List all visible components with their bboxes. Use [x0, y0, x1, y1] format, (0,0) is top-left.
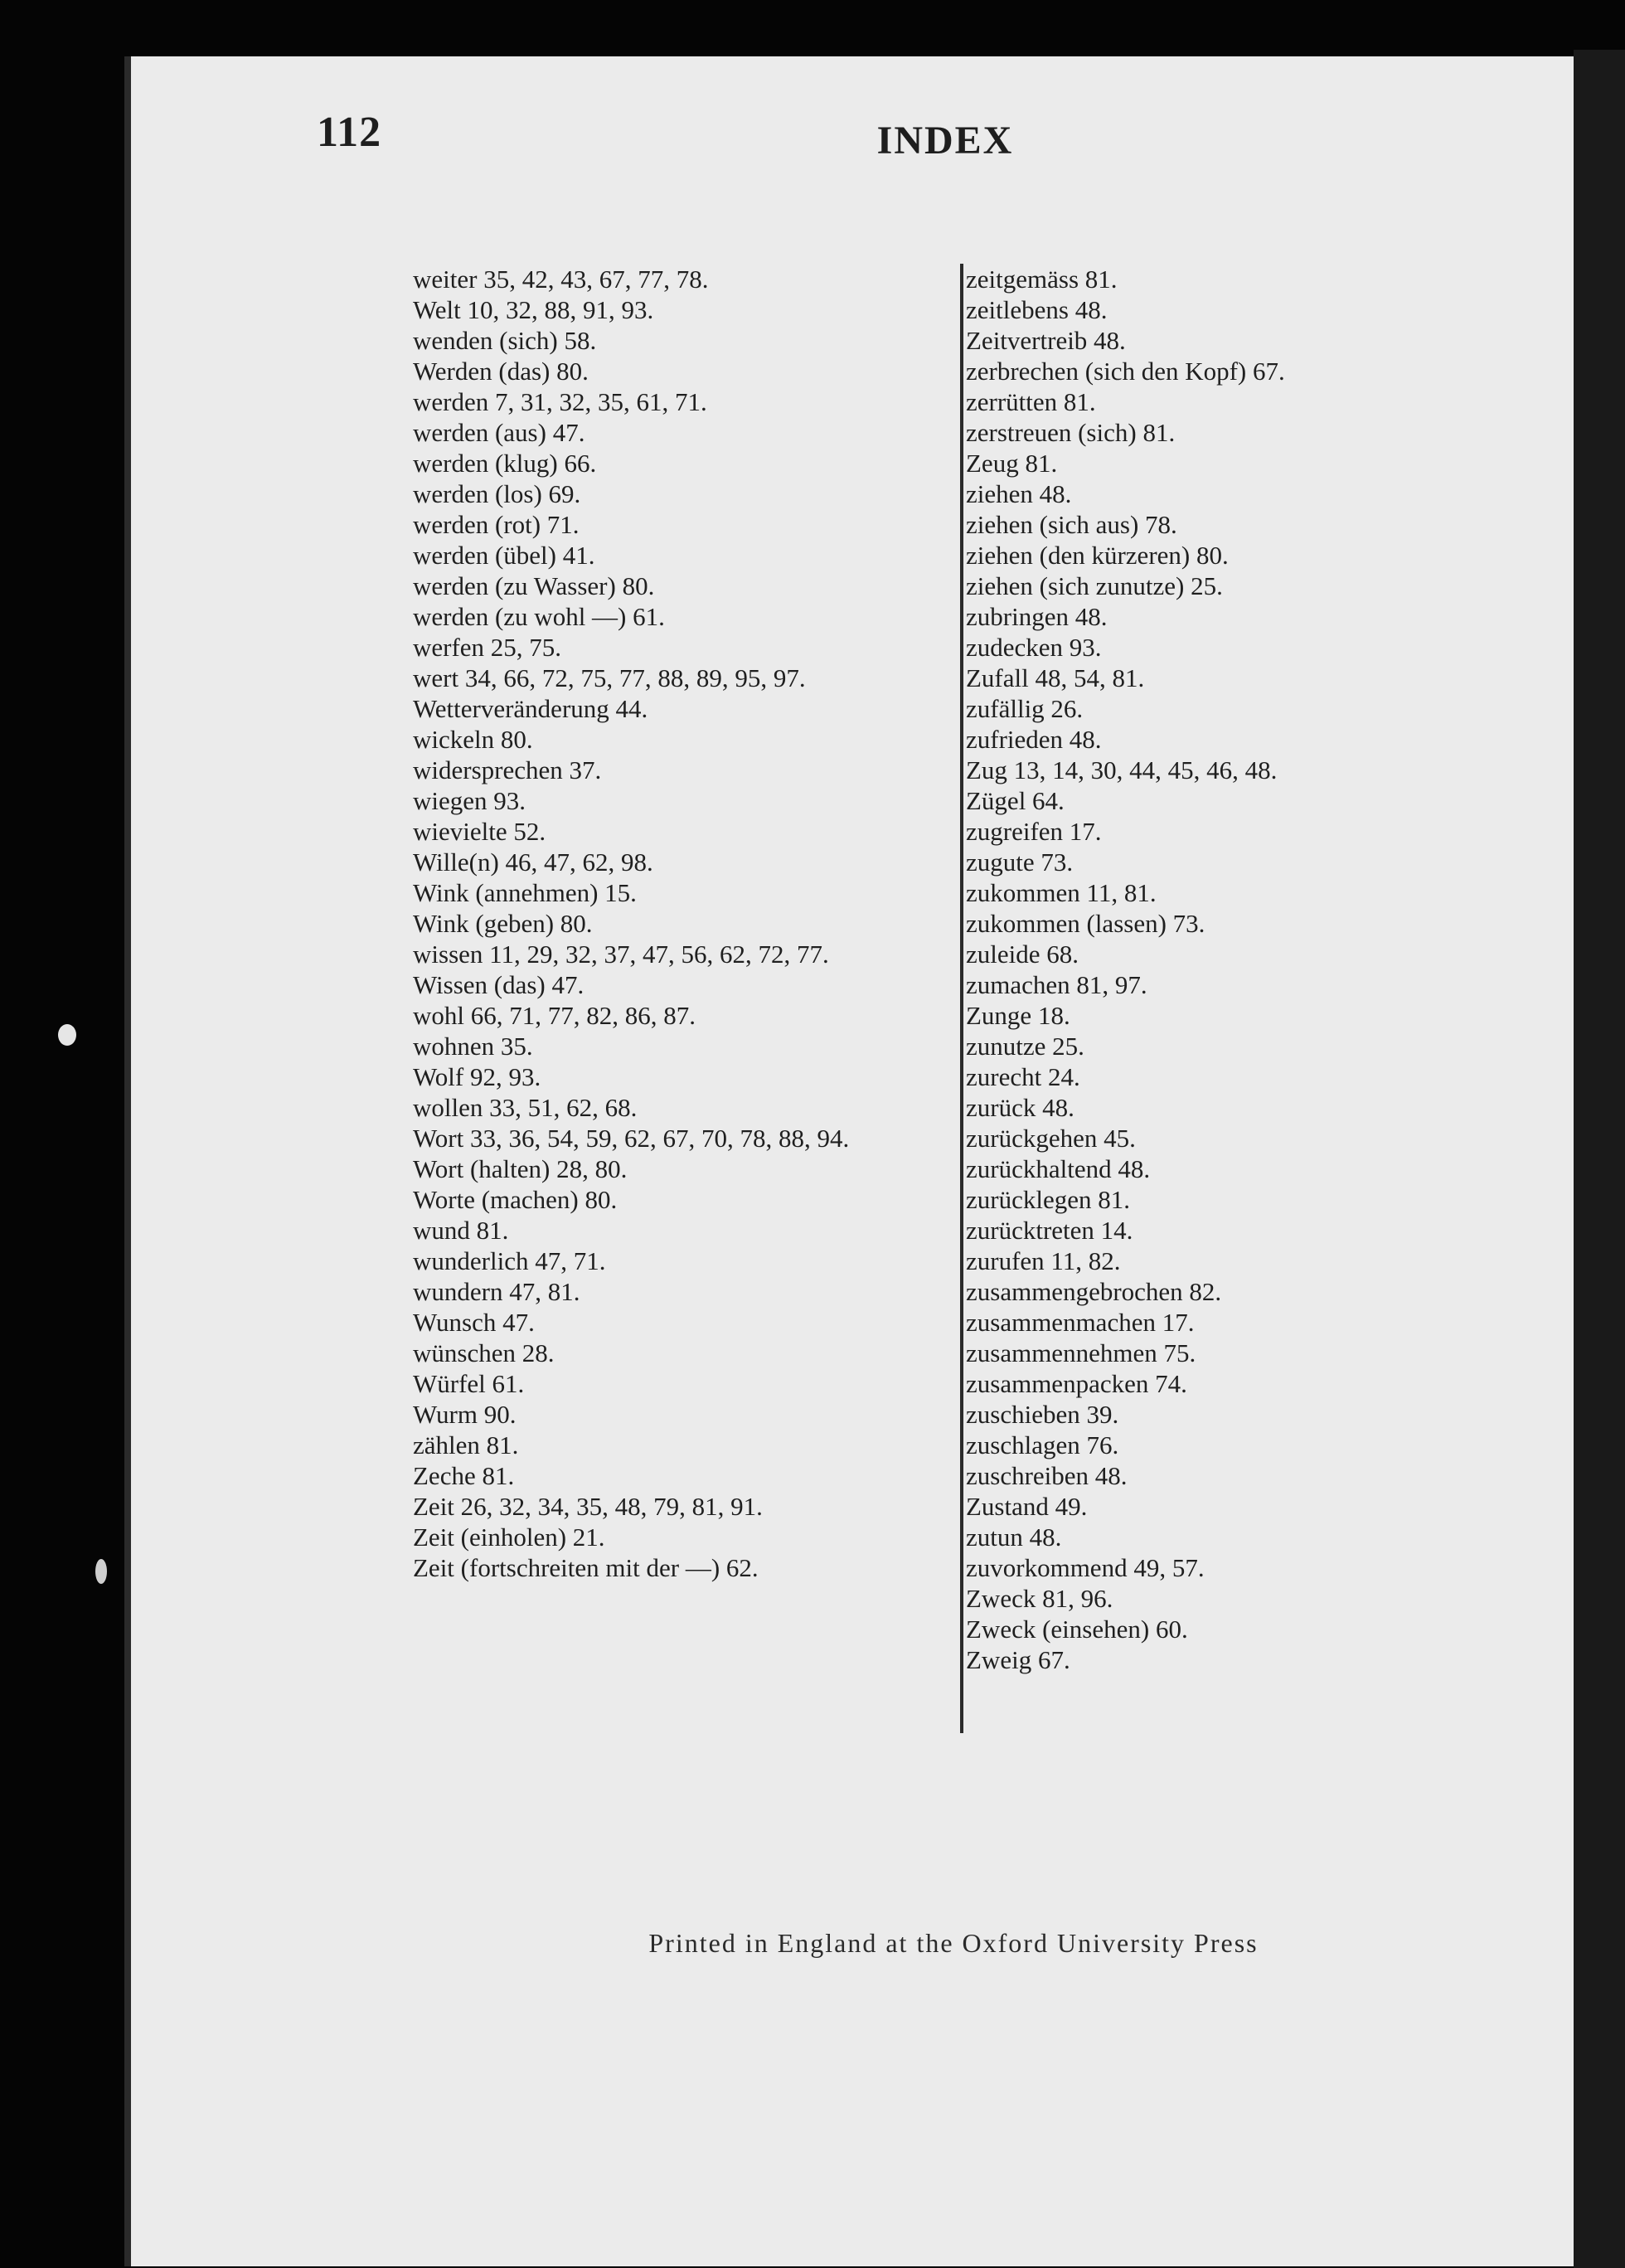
index-entry: zufällig 26.	[966, 694, 1084, 723]
index-entry: widersprechen 37.	[413, 755, 602, 784]
index-entry: Welt 10, 32, 88, 91, 93.	[413, 295, 654, 324]
scan-border	[1574, 50, 1625, 2268]
index-entry: zufrieden 48.	[966, 725, 1102, 754]
index-entry: Werden (das) 80.	[413, 357, 589, 386]
index-entry: zeitgemäss 81.	[966, 265, 1118, 294]
index-entry: zuschieben 39.	[966, 1400, 1119, 1429]
index-entry: zumachen 81, 97.	[966, 970, 1147, 999]
index-column-left	[413, 264, 952, 1583]
index-entry: wünschen 28.	[413, 1338, 555, 1367]
index-entry: zuschlagen 76.	[966, 1430, 1119, 1459]
index-entry: zudecken 93.	[966, 633, 1102, 662]
index-entry: werden (zu wohl —) 61.	[413, 602, 665, 631]
index-entry: Wolf 92, 93.	[413, 1062, 541, 1091]
index-entry: Wort 33, 36, 54, 59, 62, 67, 70, 78, 88, 94.	[413, 1124, 850, 1153]
index-entry: zusammenmachen 17.	[966, 1308, 1195, 1337]
index-entry: Worte (machen) 80.	[413, 1185, 618, 1214]
index-entry: Zug 13, 14, 30, 44, 45, 46, 48.	[966, 755, 1278, 784]
index-entry: wundern 47, 81.	[413, 1277, 580, 1306]
index-entry: weiter 35, 42, 43, 67, 77, 78.	[413, 265, 709, 294]
printer-imprint: Printed in England at the Oxford University Press	[648, 1928, 1259, 1958]
index-entry: zeitlebens 48.	[966, 295, 1108, 324]
index-entry: zurück 48.	[966, 1093, 1074, 1122]
index-entry: Wetterveränderung 44.	[413, 694, 648, 723]
index-entry: Zeug 81.	[966, 449, 1058, 478]
index-entry: zerrütten 81.	[966, 387, 1096, 416]
index-entry: werden (aus) 47.	[413, 418, 585, 447]
index-entry: zerstreuen (sich) 81.	[966, 418, 1176, 447]
index-entry: Wissen (das) 47.	[413, 970, 585, 999]
index-entry: ziehen (sich aus) 78.	[966, 510, 1177, 539]
index-entry: Wille(n) 46, 47, 62, 98.	[413, 847, 653, 877]
index-column-right	[966, 264, 1496, 1675]
index-entry: zuvorkommend 49, 57.	[966, 1553, 1205, 1582]
index-entry: Zeit 26, 32, 34, 35, 48, 79, 81, 91.	[413, 1492, 763, 1521]
index-entry: zukommen (lassen) 73.	[966, 909, 1205, 938]
scan-blemish	[95, 1559, 107, 1584]
index-entry: zugreifen 17.	[966, 817, 1102, 846]
index-entry: Zweck (einsehen) 60.	[966, 1615, 1188, 1644]
page-number: 112	[317, 109, 382, 156]
index-entry: zurückhaltend 48.	[966, 1154, 1151, 1183]
index-entry: wollen 33, 51, 62, 68.	[413, 1093, 638, 1122]
index-entry: wohl 66, 71, 77, 82, 86, 87.	[413, 1001, 696, 1030]
index-entry: zuschreiben 48.	[966, 1461, 1128, 1490]
index-entry: zurecht 24.	[966, 1062, 1080, 1091]
index-entry: werden (rot) 71.	[413, 510, 580, 539]
index-entry: werden (übel) 41.	[413, 541, 595, 570]
index-entry: Zweig 67.	[966, 1645, 1070, 1674]
index-entry: zusammennehmen 75.	[966, 1338, 1196, 1367]
index-entry: Würfel 61.	[413, 1369, 525, 1398]
index-entry: zählen 81.	[413, 1430, 519, 1459]
index-entry: Wurm 90.	[413, 1400, 517, 1429]
index-entry: werfen 25, 75.	[413, 633, 562, 662]
index-entry: zurücklegen 81.	[966, 1185, 1130, 1214]
index-entry: wissen 11, 29, 32, 37, 47, 56, 62, 72, 77.	[413, 940, 829, 969]
index-entry: wohnen 35.	[413, 1032, 533, 1061]
scan-blemish	[58, 1024, 76, 1046]
running-head: INDEX	[876, 119, 1014, 163]
index-entry: zurücktreten 14.	[966, 1216, 1133, 1245]
index-entry: Zunge 18.	[966, 1001, 1070, 1030]
index-entry: Zeit (einholen) 21.	[413, 1523, 605, 1552]
index-entry: zunutze 25.	[966, 1032, 1084, 1061]
index-entry: wiegen 93.	[413, 786, 526, 815]
index-entry: Zeit (fortschreiten mit der —) 62.	[413, 1553, 759, 1582]
index-entry: zutun 48.	[966, 1523, 1062, 1552]
index-entry: zusammengebrochen 82.	[966, 1277, 1222, 1306]
index-entry: wund 81.	[413, 1216, 509, 1245]
index-entry: zugute 73.	[966, 847, 1074, 877]
index-entry: wickeln 80.	[413, 725, 533, 754]
index-entry: zurückgehen 45.	[966, 1124, 1136, 1153]
index-entry: zukommen 11, 81.	[966, 878, 1157, 907]
index-entry: werden (los) 69.	[413, 479, 581, 508]
index-entry: wert 34, 66, 72, 75, 77, 88, 89, 95, 97.	[413, 663, 806, 692]
index-entry: Zustand 49.	[966, 1492, 1088, 1521]
index-entry: werden (klug) 66.	[413, 449, 597, 478]
index-entry: ziehen (sich zunutze) 25.	[966, 571, 1223, 600]
index-entry: ziehen 48.	[966, 479, 1072, 508]
index-entry: wunderlich 47, 71.	[413, 1246, 606, 1275]
index-entry: zurufen 11, 82.	[966, 1246, 1121, 1275]
index-entry: zubringen 48.	[966, 602, 1108, 631]
index-entry: Wort (halten) 28, 80.	[413, 1154, 628, 1183]
index-entry: zuleide 68.	[966, 940, 1079, 969]
column-divider	[960, 264, 963, 1733]
index-entry: ziehen (den kürzeren) 80.	[966, 541, 1229, 570]
index-entry: Wink (annehmen) 15.	[413, 878, 637, 907]
index-entry: Zweck 81, 96.	[966, 1584, 1113, 1613]
index-entry: werden (zu Wasser) 80.	[413, 571, 655, 600]
index-entry: Zufall 48, 54, 81.	[966, 663, 1145, 692]
index-entry: zusammenpacken 74.	[966, 1369, 1187, 1398]
index-entry: Zügel 64.	[966, 786, 1065, 815]
index-entry: Wink (geben) 80.	[413, 909, 593, 938]
index-entry: Zeche 81.	[413, 1461, 515, 1490]
index-entry: Wunsch 47.	[413, 1308, 535, 1337]
index-entry: werden 7, 31, 32, 35, 61, 71.	[413, 387, 707, 416]
index-entry: wenden (sich) 58.	[413, 326, 597, 355]
index-entry: zerbrechen (sich den Kopf) 67.	[966, 357, 1285, 386]
index-entry: Zeitvertreib 48.	[966, 326, 1126, 355]
index-entry: wievielte 52.	[413, 817, 546, 846]
